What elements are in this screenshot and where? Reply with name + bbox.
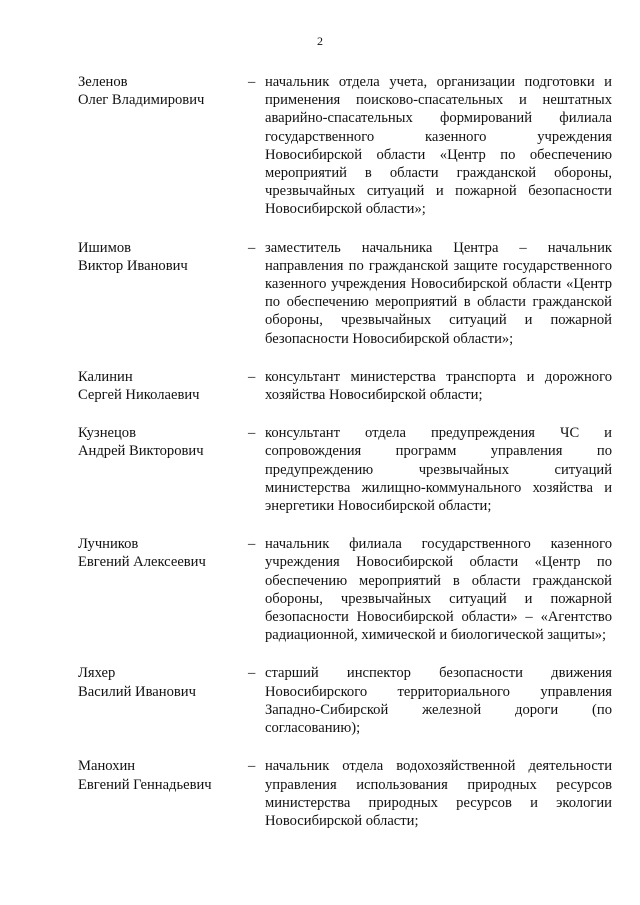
- member-given-names: Евгений Алексеевич: [78, 554, 206, 571]
- dash-separator: –: [248, 425, 256, 442]
- member-position: заместитель начальника Центра – начальник направления по гражданской защите государственного казенного учреждения Новосибирской области «Центр по обеспечению мероприятий в области гражданской обороны, чрезвычайных ситуаций и пожарной безопасности Новосибирской области»;: [265, 239, 612, 347]
- member-position: консультант министерства транспорта и дорожного хозяйства Новосибирской области;: [265, 368, 612, 404]
- member-position: начальник отдела водохозяйственной деятельности управления использования природных ресурсов министерства природных ресурсов и экологии Новосибирской области;: [265, 758, 612, 829]
- member-given-names: Виктор Иванович: [78, 257, 188, 274]
- member-list: [78, 73, 612, 850]
- dash-separator: –: [248, 536, 256, 553]
- dash-separator: –: [248, 74, 256, 90]
- member-entry: [78, 535, 612, 644]
- member-given-names: Евгений Геннадьевич: [78, 776, 212, 793]
- member-name: [78, 757, 248, 793]
- member-entry: [78, 239, 612, 348]
- dash-separator: –: [248, 239, 256, 256]
- member-entry: [78, 757, 612, 830]
- member-surname: Зеленов: [78, 74, 128, 90]
- member-given-names: Олег Владимирович: [78, 92, 205, 109]
- member-position: начальник отдела учета, организации подготовки и применения поисково-спасательных и нештатных аварийно-спасательных формирований филиала государственного казенного учреждения Новосибирской области «Центр по обеспечению мероприятий в области гражданской обороны, чрезвычайных ситуаций и пожарной безопасности Новосибирской области»;: [265, 74, 612, 218]
- member-position: начальник филиала государственного казенного учреждения Новосибирской области «Центр по обеспечению мероприятий в области гражданской обороны, чрезвычайных ситуаций и пожарной безопасности Новосибирской области» – «Агентство радиационной, химической и биологической защиты»;: [265, 536, 612, 644]
- member-name: [78, 73, 248, 109]
- member-surname: Ишимов: [78, 239, 132, 256]
- member-entry: [78, 664, 612, 737]
- member-name: [78, 424, 248, 460]
- member-name: [78, 368, 248, 404]
- member-entry: [78, 73, 612, 219]
- member-surname: Калинин: [78, 368, 133, 385]
- member-entry: [78, 368, 612, 404]
- dash-separator: –: [248, 758, 256, 775]
- member-given-names: Андрей Викторович: [78, 443, 204, 460]
- member-position: консультант отдела предупреждения ЧС и сопровождения программ управления по предупреждению чрезвычайных ситуаций министерства жилищно-коммунального хозяйства и энергетики Новосибирской области;: [265, 425, 612, 515]
- member-surname: Манохин: [78, 758, 136, 775]
- page-number: 2: [317, 34, 323, 48]
- member-given-names: Василий Иванович: [78, 683, 196, 700]
- member-entry: [78, 424, 612, 515]
- member-position: старший инспектор безопасности движения Новосибирского территориального управления Западно-Сибирской железной дороги (по согласованию);: [265, 665, 612, 737]
- member-name: [78, 239, 248, 275]
- member-given-names: Сергей Николаевич: [78, 387, 200, 404]
- dash-separator: –: [248, 368, 256, 385]
- member-name: [78, 535, 248, 571]
- member-name: [78, 664, 248, 700]
- member-surname: Ляхер: [78, 665, 116, 682]
- dash-separator: –: [248, 665, 256, 682]
- member-surname: Кузнецов: [78, 425, 136, 442]
- member-surname: Лучников: [78, 536, 139, 553]
